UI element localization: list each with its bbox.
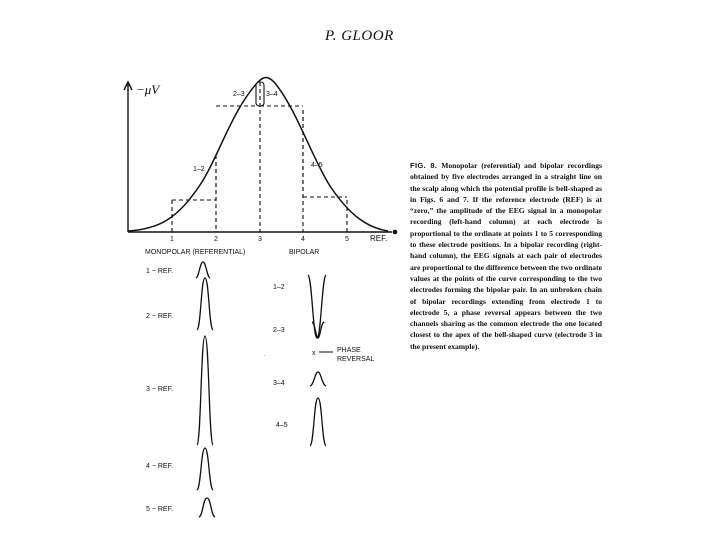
- bipolar-waveform-1-2: [308, 275, 326, 338]
- stray-dot: .: [264, 352, 266, 358]
- ref-label: REF.: [370, 234, 388, 243]
- electrode-label-4: 4: [301, 236, 305, 243]
- ordinate-lines: [172, 82, 347, 232]
- segment-label-1-2: 1–2: [193, 166, 205, 173]
- bipolar-channel-4-5-label: 4–5: [276, 422, 288, 429]
- electrode-label-3: 3: [258, 236, 262, 243]
- phase-reversal-marker: x: [312, 350, 316, 357]
- running-header-author: P. GLOOR: [325, 28, 394, 44]
- electrode-label-1: 1: [170, 236, 174, 243]
- monopolar-waveform-2: [197, 278, 213, 330]
- segment-label-3-4: 3–4: [266, 91, 278, 98]
- monopolar-waveform-5: [199, 498, 215, 517]
- caption-text: Monopolar (referential) and bipolar recordings obtained by five electrodes arranged in a straight line on the scalp along which the potential profile is bell-shaped as in Figs. 6 and 7. If the reference electrode (REF) is at “zero,” the amplitude of the EEG signal in a monopolar recording (left-hand column) at each electrode is proportional to the ordinate at points 1 to 5 corresponding to these electrode positions. In a bipolar recording (right-hand column), the EEG signals at each pair of electrodes are proportional to the difference between the two ordinate values at the points of the curve corresponding to the two electrodes forming the bipolar pair. In an unbroken chain of bipolar recordings extending from electrode 1 to electrode 5, a phase reversal appears between the two channels sharing as the common electrode the one located closest to the apex of the bell-shaped curve (electrode 3 in the present example).: [410, 161, 602, 351]
- monopolar-waveform-3: [197, 336, 213, 445]
- segment-label-4-5: 4–5: [311, 162, 323, 169]
- monopolar-channel-5-label: 5 − REF.: [146, 506, 174, 513]
- segment-label-2-3: 2–3: [233, 91, 245, 98]
- electrode-label-2: 2: [214, 236, 218, 243]
- bipolar-2-3-tick: .: [324, 318, 326, 325]
- phase-reversal-label-line-1: PHASE: [337, 347, 361, 354]
- monopolar-waveform-4: [197, 448, 213, 490]
- bipolar-waveform-3-4: [310, 372, 326, 386]
- monopolar-channel-4-label: 4 − REF.: [146, 463, 174, 470]
- figure-caption: [410, 160, 602, 352]
- monopolar-channel-3-label: 3 − REF.: [146, 386, 174, 393]
- figure-number: FIG. 8.: [410, 161, 438, 170]
- monopolar-channel-1-label: 1 − REF.: [146, 268, 174, 275]
- y-axis: [124, 82, 132, 232]
- y-axis-label: −μV: [136, 82, 160, 97]
- bipolar-channel-1-2-label: 1–2: [273, 284, 285, 291]
- monopolar-heading: MONOPOLAR (REFERENTIAL): [145, 249, 246, 256]
- bipolar-channel-2-3-label: 2–3: [273, 327, 285, 334]
- bipolar-waveform-4-5: [310, 398, 326, 446]
- monopolar-channel-2-label: 2 − REF.: [146, 313, 174, 320]
- electrode-label-5: 5: [345, 236, 349, 243]
- bipolar-heading: BIPOLAR: [289, 249, 320, 256]
- reference-electrode-dot: [393, 230, 398, 235]
- bipolar-channel-3-4-label: 3–4: [273, 380, 285, 387]
- monopolar-waveform-1: [196, 262, 210, 278]
- bell-shaped-potential-curve: [128, 78, 388, 232]
- phase-reversal-label-line-2: REVERSAL: [337, 356, 375, 363]
